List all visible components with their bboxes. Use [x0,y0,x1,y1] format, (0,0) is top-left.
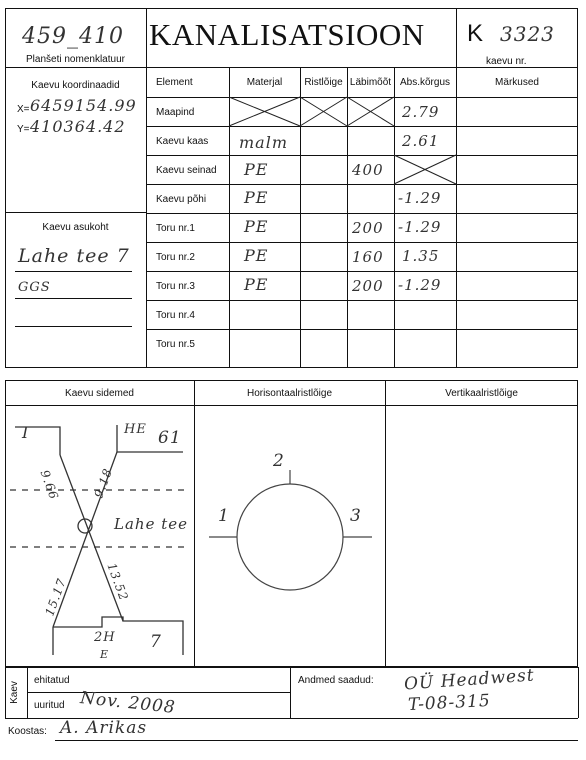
horizontal-section-drawing [194,405,385,665]
row-diameter: 400 [352,161,384,179]
nomenclature-label: Planšeti nomenklatuur [26,54,125,65]
source-label: Andmed saadud: [298,675,374,686]
pipe-label-1: 1 [218,506,230,526]
footer-mid-divider [290,667,291,718]
source-value-2: T-08-315 [407,690,492,716]
x-coordinate-value: 6459154.99 [30,96,137,115]
row-material: PE [244,188,269,207]
row-element: Toru nr.2 [156,252,195,263]
row-line [146,126,578,127]
author-label: Koostas: [8,726,47,737]
row-line [146,184,578,185]
author-underline [55,740,578,741]
sketch-dist-br: 13.52 [104,561,131,603]
source-value-1: OÜ Headwest [403,665,536,695]
header-diameter: Läbimõõt [349,77,392,88]
well-number: 3323 [500,22,555,46]
row-element: Toru nr.4 [156,310,195,321]
header-cross-section: Ristlõige [304,77,343,88]
row-element: Kaevu seinad [156,165,217,176]
x-prefix: X= [17,104,30,115]
surveyed-value: Nov. 2008 [79,688,177,718]
sketch-corner-br-letters: 2H [94,630,116,645]
location-line1: Lahe tee 7 [18,245,130,267]
header-material: Materjal [246,77,283,88]
row-diameter: 200 [352,219,384,237]
sketch-corner-br-number: 7 [150,632,162,652]
row-material: PE [244,217,269,236]
page-title: KANALISATSIOON [149,17,425,52]
sketch-dist-bl: 15.17 [42,576,69,618]
row-line [146,300,578,301]
row-abs-height: -1.29 [398,218,442,236]
coordinates-label: Kaevu koordinaadid [31,80,120,91]
author-value: A. Arikas [60,718,148,738]
drawings-divider-2 [385,380,386,667]
location-rule-3 [15,326,132,327]
row-diameter: 160 [352,248,384,266]
row-abs-height: 1.35 [402,247,440,265]
row-element: Kaevu kaas [156,136,209,147]
row-abs-height: 2.61 [402,132,440,150]
horizontal-section-label: Horisontaalristlõige [246,388,333,399]
row-element: Toru nr.3 [156,281,195,292]
sketch-corner-br-sub: E [100,648,110,661]
sketch-corner-tl: I [22,423,30,442]
footer-right-edge [578,667,579,718]
header-abs-height: Abs.kõrgus [399,77,451,88]
built-label: ehitatud [34,675,70,686]
sketch-dist-tr: 9.18 [91,466,116,500]
row-diameter: 200 [352,277,384,295]
location-rule-1 [15,271,132,272]
ties-label: Kaevu sidemed [65,388,134,399]
surveyed-label: uuritud [34,700,65,711]
footer-side-label: Kaev [8,681,20,704]
row-abs-height: -1.29 [398,276,442,294]
row-element: Maapind [156,107,195,118]
row-abs-height: -1.29 [398,189,442,207]
title-right-divider [456,8,457,68]
location-label: Kaevu asukoht [42,222,109,233]
element-table [146,67,578,368]
location-line2: GGS [18,280,51,295]
footer-mid-line [27,692,290,693]
row-material: PE [244,246,269,265]
vertical-section-label: Vertikaalristlõige [445,388,518,399]
nomenclature-value: 459_410 [22,24,124,49]
well-label: kaevu nr. [486,56,527,67]
sketch-corner-tr-letters: HE [124,422,147,437]
pipe-label-3: 3 [350,506,362,526]
col-line-5 [456,67,457,368]
row-material: PE [244,160,269,179]
row-line [146,329,578,330]
header-notes: Märkused [495,77,539,88]
row-material: PE [244,275,269,294]
footer-left-edge [5,667,6,718]
sketch-street: Lahe tee [114,515,188,533]
coordinates-bottom-line [5,212,146,213]
row-line [146,213,578,214]
pipe-label-2: 2 [273,451,285,471]
y-coordinate-value: 410364.42 [30,117,126,136]
row-line [146,155,578,156]
row-abs-height: 2.79 [402,103,440,121]
well-prefix: K [467,20,484,47]
location-rule-2 [15,298,132,299]
row-line [146,242,578,243]
row-element: Toru nr.1 [156,223,195,234]
row-line [146,271,578,272]
crossed-cell-seinad [394,155,456,184]
row-element: Kaevu põhi [156,194,207,205]
sketch-corner-tr-number: 61 [158,428,182,448]
row-element: Toru nr.5 [156,339,195,350]
y-prefix: Y= [17,124,30,135]
row-material: malm [239,133,288,152]
sketch-dist-tl: 9.66 [37,468,62,502]
header-element: Element [156,77,193,88]
